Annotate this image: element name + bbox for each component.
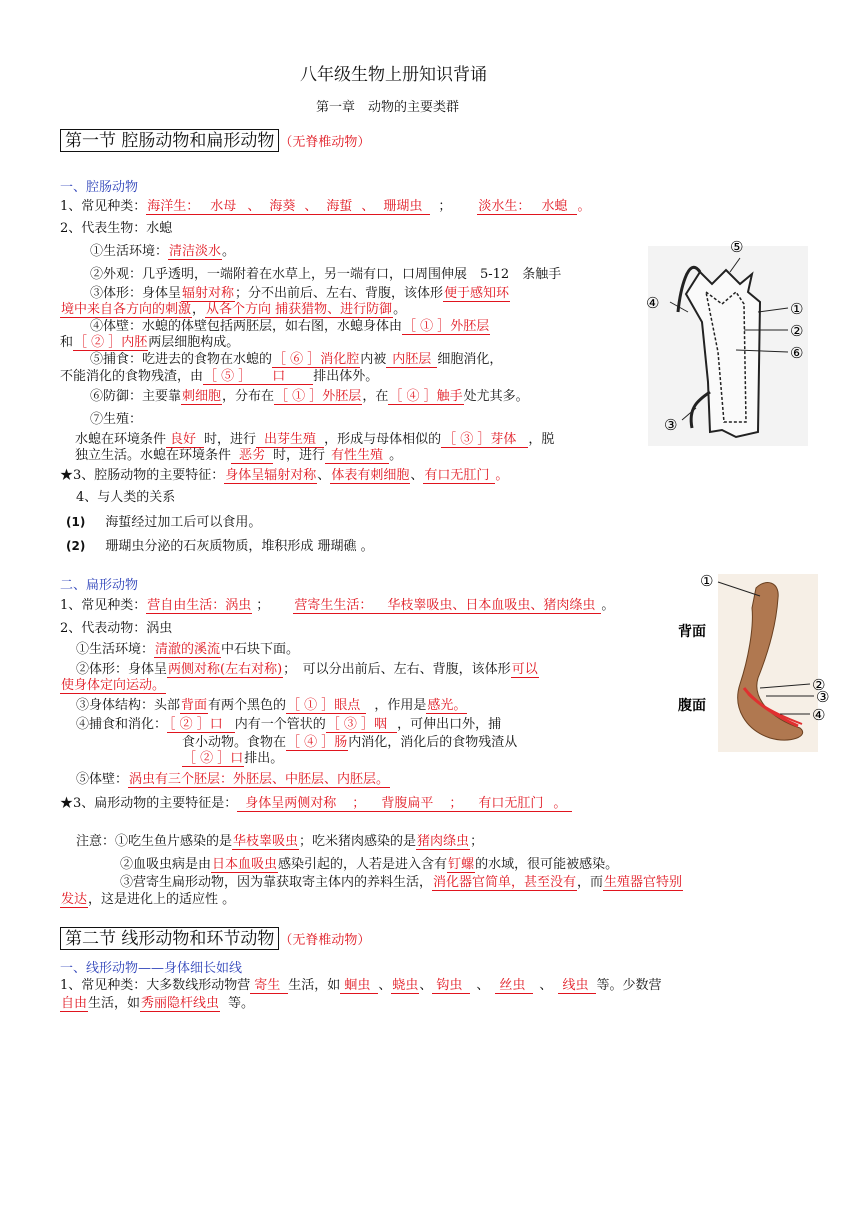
answer: 营寄生生活： bbox=[294, 598, 373, 613]
planaria-digest-3 bbox=[182, 750, 283, 768]
answer: 消化器官简单，甚至没有 bbox=[433, 875, 577, 890]
text: 生活，如 bbox=[288, 978, 341, 993]
answer: 海洋生： bbox=[147, 199, 200, 214]
text: 感染引起的，人若是进入含有 bbox=[278, 857, 448, 872]
text: 、 bbox=[539, 978, 553, 993]
text: 不能消化的食物残渣，由 bbox=[60, 369, 204, 384]
flatworm-figure bbox=[670, 568, 850, 758]
section2-note: （无脊椎动物） bbox=[279, 933, 371, 948]
text: 注意：①吃生鱼片感染的是 bbox=[76, 834, 233, 849]
text: ③身体结构：头部 bbox=[76, 698, 181, 713]
section1-heading: 第一节 腔肠动物和扁形动物 bbox=[60, 129, 279, 152]
hydra-rep: ⑦生殖： bbox=[90, 412, 143, 427]
answer: 丝虫 bbox=[495, 978, 533, 994]
text: 两层细胞构成。 bbox=[148, 335, 240, 350]
answer: ［ ⑤ ］ bbox=[204, 369, 252, 384]
text: 珊瑚虫分泌的石灰质物质，堆积形成 珊瑚礁 。 bbox=[105, 539, 374, 554]
answer: 口 bbox=[252, 369, 313, 385]
text: 、 bbox=[476, 978, 490, 993]
answer: 海葵 bbox=[261, 199, 303, 215]
answer: 日本血吸虫 bbox=[212, 857, 278, 872]
text: 细胞消化， bbox=[437, 352, 503, 367]
answer: 便于感知环 bbox=[444, 286, 510, 301]
text: 排出体外。 bbox=[313, 369, 379, 384]
part1-heading: 一、腔肠动物 bbox=[60, 180, 139, 195]
text: ； bbox=[438, 199, 452, 214]
text: ④体壁：水螅的体壁包括两胚层，如右图，水螅身体由 bbox=[90, 319, 403, 334]
text: 。 bbox=[601, 598, 615, 613]
planaria-structure bbox=[76, 697, 467, 715]
text: 生活，如 bbox=[88, 996, 141, 1011]
text: ⑥防御：主要靠 bbox=[90, 389, 182, 404]
text: ，这是进化上的适应性 。 bbox=[88, 892, 236, 907]
answer: ； bbox=[441, 796, 470, 812]
note-1 bbox=[76, 833, 483, 851]
section2-header bbox=[60, 928, 370, 950]
text: 等。 bbox=[228, 996, 255, 1011]
text: ，形成与母体相似的 bbox=[324, 432, 442, 447]
text: ★3、腔肠动物的主要特征： bbox=[60, 468, 225, 483]
answer: 蛲虫 bbox=[392, 978, 419, 993]
hydra-env bbox=[90, 243, 235, 261]
text: ； bbox=[470, 834, 484, 849]
answer: 恶劣 bbox=[231, 448, 273, 464]
hydra-defense bbox=[90, 388, 529, 406]
hydra-wall-2 bbox=[60, 334, 239, 352]
text: ③体形：身体呈 bbox=[90, 286, 182, 301]
part3-line2 bbox=[60, 995, 254, 1013]
section1-header bbox=[60, 130, 370, 152]
note-3 bbox=[120, 874, 683, 892]
relation-2 bbox=[66, 537, 374, 556]
answer: 华枝睾吸虫 bbox=[233, 834, 299, 849]
text: 1、常见种类：大多数线形动物营 bbox=[60, 978, 251, 993]
text: 海蜇经过加工后可以食用。 bbox=[105, 515, 262, 530]
planaria-wall bbox=[76, 771, 390, 789]
text: ，而 bbox=[577, 875, 604, 890]
text: 1、常见种类： bbox=[60, 598, 147, 613]
text: 、 bbox=[419, 978, 433, 993]
planaria-label: ③ bbox=[816, 688, 830, 706]
list-number: (1) bbox=[66, 515, 86, 529]
hydra-label: ④ bbox=[646, 294, 660, 312]
text: ； bbox=[256, 598, 270, 613]
section1-note: （无脊椎动物） bbox=[279, 135, 371, 150]
answer: 身体呈两侧对称 bbox=[237, 796, 344, 812]
answer: ［ ④ ］肠 bbox=[287, 735, 348, 750]
text: 时，进行 bbox=[273, 448, 326, 463]
text: 、 bbox=[317, 468, 331, 483]
answer: 感光。 bbox=[427, 698, 467, 713]
answer: 刺细胞 bbox=[182, 389, 222, 404]
text: 时，进行 bbox=[204, 432, 257, 447]
text: ②血吸虫病是由 bbox=[120, 857, 212, 872]
note-2 bbox=[120, 856, 618, 874]
hydra-label: ② bbox=[790, 322, 804, 340]
answer: ； bbox=[344, 796, 373, 812]
text: ④捕食和消化： bbox=[76, 717, 168, 732]
text: 中石块下面。 bbox=[221, 642, 300, 657]
coelenterate-features bbox=[60, 467, 508, 485]
text: 内被 bbox=[360, 352, 387, 367]
text: ； 可以分出前后、左右、背腹，该体形 bbox=[283, 662, 511, 677]
answer: 、 bbox=[304, 199, 318, 214]
relation-1 bbox=[66, 513, 261, 532]
answer: 内胚层 bbox=[386, 352, 437, 368]
text: ，脱 bbox=[528, 432, 555, 447]
text: 的水域，很可能被感染。 bbox=[475, 857, 619, 872]
text: 。 bbox=[495, 468, 509, 483]
part3-heading: 一、线形动物——身体细长如线 bbox=[60, 961, 243, 976]
part2-line2: 2、代表动物：涡虫 bbox=[60, 621, 173, 636]
section2-heading: 第二节 线形动物和环节动物 bbox=[60, 927, 279, 950]
text: ⑤体壁： bbox=[76, 772, 129, 787]
answer: 蛔虫 bbox=[340, 978, 378, 994]
text: 等。少数营 bbox=[596, 978, 662, 993]
text: 内有一个管状的 bbox=[234, 717, 326, 732]
text: ，在 bbox=[362, 389, 389, 404]
flatworm-features bbox=[60, 795, 572, 813]
part1-line1 bbox=[60, 198, 590, 216]
answer: 自由 bbox=[61, 996, 88, 1011]
part2-heading: 二、扁形动物 bbox=[60, 578, 139, 593]
hydra-feed-2 bbox=[60, 368, 378, 386]
text: 处尤其多。 bbox=[463, 389, 529, 404]
answer: 猪肉绦虫 bbox=[417, 834, 470, 849]
hydra-shape-2 bbox=[60, 301, 406, 319]
answer: 从各个方向 捕获猎物、进行防御 bbox=[206, 302, 393, 317]
answer: 线虫 bbox=[558, 978, 596, 994]
planaria-env bbox=[76, 641, 299, 659]
text: 。 bbox=[577, 199, 591, 214]
hydra-label: ③ bbox=[664, 416, 678, 434]
answer: 、 bbox=[361, 199, 375, 214]
answer: 涡虫有三个胚层：外胚层、中胚层、内胚层。 bbox=[129, 772, 390, 787]
answer: 两侧对称(左右对称) bbox=[168, 662, 283, 677]
answer: ［ ② ］口 bbox=[183, 751, 244, 766]
answer: 水螅 bbox=[531, 199, 577, 215]
planaria-digest bbox=[76, 716, 501, 734]
answer: 钩虫 bbox=[432, 978, 470, 994]
planaria-shape-2 bbox=[60, 677, 166, 695]
answer: 可以 bbox=[511, 662, 538, 677]
answer: 水母 bbox=[200, 199, 246, 215]
answer: 寄生 bbox=[250, 978, 288, 994]
text: ①生活环境： bbox=[76, 642, 155, 657]
text: 独立生活。水螅在环境条件 bbox=[75, 448, 232, 463]
answer: 辐射对称 bbox=[182, 286, 235, 301]
part3-line1 bbox=[60, 977, 661, 995]
part1-line2: 2、代表生物：水螅 bbox=[60, 221, 173, 236]
answer: 身体呈辐射对称 bbox=[225, 468, 317, 483]
text: ③营寄生扁形动物，因为靠获取寄主体内的养料生活， bbox=[120, 875, 433, 890]
text: 。 bbox=[393, 302, 407, 317]
answer: 营自由生活：涡虫 bbox=[147, 598, 252, 613]
hydra-label: ① bbox=[790, 300, 804, 318]
answer: ［ ④ ］触手 bbox=[389, 389, 463, 404]
planaria-label: ① bbox=[700, 572, 714, 590]
text: 有两个黑色的 bbox=[208, 698, 287, 713]
answer: ［ ② ］内胚 bbox=[74, 335, 148, 350]
answer: ［ ① ］外胚层 bbox=[275, 389, 362, 404]
text: 1、常见种类： bbox=[60, 199, 147, 214]
text: ②体形：身体呈 bbox=[76, 662, 168, 677]
text: ⑤捕食：吃进去的食物在水螅的 bbox=[90, 352, 273, 367]
text: ★3、扁形动物的主要特征是： bbox=[60, 796, 238, 811]
planaria-label: ② bbox=[812, 676, 826, 694]
text: 排出。 bbox=[244, 751, 284, 766]
answer: 出芽生殖 bbox=[256, 432, 324, 448]
hydra-figure bbox=[640, 232, 820, 447]
answer: 有性生殖 bbox=[325, 448, 389, 464]
relation-heading: 4、与人类的关系 bbox=[76, 490, 176, 505]
text: 。 bbox=[222, 244, 236, 259]
part2-line1 bbox=[60, 597, 614, 615]
answer: 体表有刺细胞 bbox=[331, 468, 410, 483]
answer: 有口无肛门 bbox=[423, 468, 495, 484]
doc-title: 八年级生物上册知识背诵 bbox=[300, 65, 487, 85]
answer: ［ ① ］外胚层 bbox=[403, 319, 490, 334]
answer: 背面 bbox=[181, 698, 208, 713]
hydra-look: ②外观：几乎透明，一端附着在水草上，另一端有口，口周围伸展 5-12 条触手 bbox=[90, 267, 562, 282]
text: ；分不出前后、左右、背腹，该体形 bbox=[235, 286, 444, 301]
text: ①生活环境： bbox=[90, 244, 169, 259]
answer: 良好 bbox=[166, 432, 204, 448]
text: 、 bbox=[410, 468, 424, 483]
answer: 。 bbox=[551, 796, 572, 812]
hydra-label: ⑥ bbox=[790, 344, 804, 362]
hydra-label: ⑤ bbox=[730, 238, 744, 256]
answer: ［ ③ ］芽体 bbox=[441, 432, 528, 448]
text: 和 bbox=[60, 335, 74, 350]
answer: 秀丽隐杆线虫 bbox=[141, 996, 220, 1011]
answer: 海蜇 bbox=[318, 199, 360, 215]
answer: ［ ① ］眼点 bbox=[286, 698, 366, 714]
text: 内消化，消化后的食物残渣从 bbox=[348, 735, 518, 750]
list-number: (2) bbox=[66, 539, 86, 553]
answer: 钉螺 bbox=[448, 857, 475, 872]
text: ， bbox=[192, 302, 206, 317]
answer: 境中来自各方向的刺激 bbox=[61, 302, 192, 317]
answer: 、 bbox=[247, 199, 261, 214]
answer: 珊瑚虫 bbox=[375, 199, 430, 215]
answer: ［ ③ ］咽 bbox=[326, 717, 397, 733]
text: 、 bbox=[378, 978, 392, 993]
note-3-2 bbox=[60, 891, 235, 909]
text: ，分布在 bbox=[222, 389, 275, 404]
answer: 背腹扁平 bbox=[373, 796, 441, 812]
answer: 发达 bbox=[61, 892, 88, 907]
answer: 华枝睾吸虫、日本血吸虫、猪肉绦虫 bbox=[373, 598, 601, 614]
text: ，可伸出口外，捕 bbox=[397, 717, 502, 732]
answer: 有口无肛门 bbox=[470, 796, 551, 812]
planaria-label: 背面 bbox=[678, 624, 706, 640]
planaria-label: 腹面 bbox=[678, 698, 706, 714]
text: 水螅在环境条件 bbox=[75, 432, 167, 447]
answer: ［ ⑥ ］消化腔 bbox=[273, 352, 360, 367]
hydra-feed bbox=[90, 351, 502, 369]
text: 。 bbox=[389, 448, 403, 463]
planaria-label: ④ bbox=[812, 706, 826, 724]
answer: ［ ② ］口 bbox=[167, 717, 235, 733]
answer: 生殖器官特别 bbox=[604, 875, 683, 890]
answer: 清洁淡水 bbox=[169, 244, 222, 259]
answer: 淡水生： bbox=[478, 199, 531, 214]
answer: 使身体定向运动。 bbox=[61, 678, 166, 693]
answer: 清澈的溪流 bbox=[155, 642, 221, 657]
hydra-rep-2 bbox=[75, 447, 402, 465]
text: ；吃米猪肉感染的是 bbox=[299, 834, 417, 849]
text: 食小动物。食物在 bbox=[182, 735, 287, 750]
chapter-title: 第一章 动物的主要类群 bbox=[316, 100, 460, 115]
text: ，作用是 bbox=[374, 698, 427, 713]
